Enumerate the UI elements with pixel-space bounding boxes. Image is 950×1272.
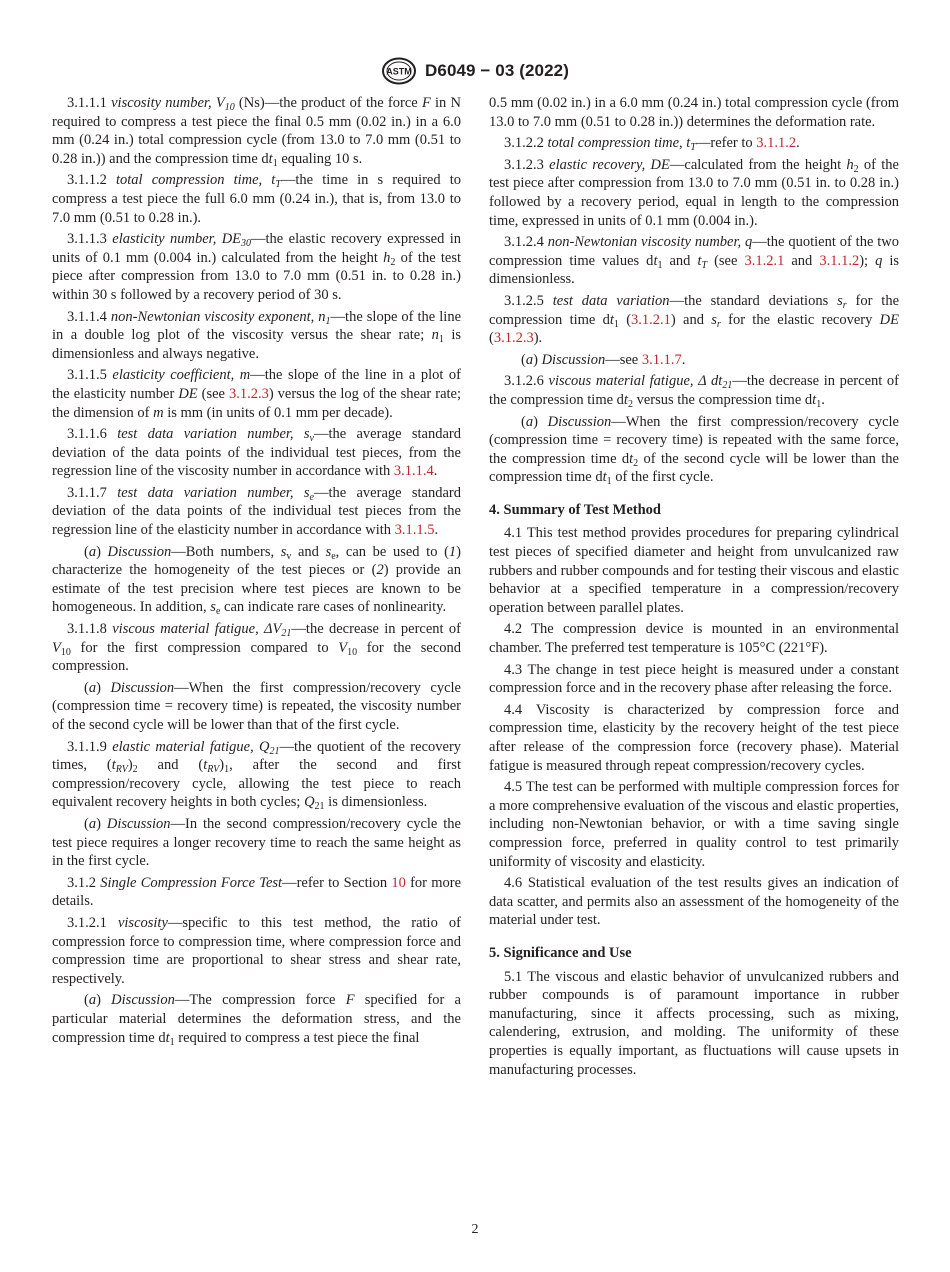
- paragraph: (a) Discussion—When the first compression/recovery cycle (compression time = recovery time) is repeated with the same force, the compression time $dt_2$ of the second cycle will be lower than the compression time $dt_1$ of the first cycle.: [489, 413, 899, 488]
- paragraph: 3.1.2 Single Compression Force Test—refer to Section 10 for more details.: [52, 874, 462, 910]
- paragraph: (a) Discussion—When the first compression/recovery cycle (compression time = recovery time) is repeated, the viscosity number of the second cycle will be lower than that of the first cycle.: [52, 679, 461, 733]
- ref-link[interactable]: 3.1.2.1: [631, 311, 671, 328]
- ref-link[interactable]: 3.1.1.5: [394, 522, 435, 539]
- page-number: 2: [471, 1222, 479, 1237]
- section-heading: 5. Significance and Use: [489, 944, 632, 961]
- page-header: [0, 56, 950, 86]
- ref-link[interactable]: 3.1.1.7: [641, 351, 682, 368]
- paragraph: 4.2 The compression device is mounted in an environmental chamber. The preferred test temperature is 105°C (221°F).: [489, 621, 899, 657]
- paragraph: 4.3 The change in test piece height is measured under a constant compression force and in the recovery phase after releasing the force.: [489, 661, 899, 697]
- paragraph: 3.1.1.2 total compression time, $t_T—the$ time in s required to compress a test piece the full 6.0 mm (0.24 in.), that is, from 13.0 to 7.0 mm (0.51 to 0.28 in.).: [52, 172, 462, 226]
- ref-link[interactable]: 3.1.2.1: [744, 252, 785, 269]
- paragraph: 3.1.2.3 elastic recovery, DE—calculated from the height $h_2$ of the test piece after compression from 13.0 to 7.0 mm (0.51 in. to 0.28 in.) followed by a recovery period, equal in length to the compression time, expressed in units of 0.1 mm (0.004 in.).: [489, 156, 899, 229]
- paragraph: 5.1 The viscous and elastic behavior of unvulcanized rubbers and rubber compounds is of paramount importance in rubber manufacturing, since it affects processing, such as mixing, calendering, extrusion, and molding. The uniformity of these properties is equally important, as fluctuations will cause upsets in manufacturing processes.: [489, 968, 899, 1078]
- paragraph: 3.1.1.7 test data variation number, $s_e—the$ average standard deviation of the data points of the individual test pieces from the regression line of the elasticity number in accordance with 3.1.1.5.: [52, 484, 462, 539]
- ref-link[interactable]: 3.1.1.4: [393, 463, 434, 480]
- ref-link[interactable]: 3.1.1.2: [819, 252, 860, 269]
- right-column: [489, 94, 899, 1079]
- paragraph: 4.5 The test can be performed with multiple compression forces for a more comprehensive evaluation of the viscous and elastic properties, including non-Newtonian behavior, or with a time saving single compression force, preferred in quality control to test primarily uniformity of viscosity and elasticity.: [489, 779, 899, 870]
- paragraph: 3.1.1.4 non-Newtonian viscosity exponent, $n_1—the$ slope of the line in a double log plot of the viscosity versus the shear rate; $n_1$ is dimensionless and always negative.: [52, 308, 462, 362]
- paragraph: (a) Discussion—The compression force F specified for a particular material determines the deformation stress, and the compression time $dt_1$ required to compress a test piece the final: [52, 992, 461, 1048]
- paragraph: 3.1.1.3 elasticity number, $DE_{30}—the$ elastic recovery expressed in units of 0.1 mm (0.004 in.) calculated from the height $h_2$ of the test piece after compression from 13.0 to 7.0 mm (0.51 in. to 0.28 in.) within 30 s followed by a recovery period of 30 s.: [52, 231, 461, 303]
- paragraph: 3.1.2.1 viscosity—specific to this test method, the ratio of compression force to compression time, where compression force and compression time are proportional to shear stress and shear rate, respectively.: [52, 914, 461, 987]
- ref-link[interactable]: 3.1.1.2: [756, 135, 797, 152]
- paragraph: 3.1.2.2 total compression time, $t_T—refer$ to 3.1.1.2.: [504, 135, 800, 154]
- ref-link[interactable]: 10: [391, 874, 406, 891]
- paragraph: 4.6 Statistical evaluation of the test results gives an indication of data scatter, and permits also an assessment of the homogeneity of the material under test.: [489, 875, 899, 929]
- ref-link[interactable]: 3.1.2.3: [493, 330, 534, 347]
- paragraph: 3.1.1.8 viscous material fatigue, $\Delta V_{21}—the$ decrease in percent of $V_{10}$ for the first compression compared to $V_{10}$ for the second compression.: [52, 621, 462, 675]
- paragraph: 3.1.2.4 non-Newtonian viscosity number, q—the quotient of the two compression time values $dt_1$ and $t_T$ (see 3.1.2.1 and 3.1.1.2); q is dimensionless.: [489, 234, 900, 288]
- paragraph: 3.1.2.6 viscous material fatigue, Δ $dt_{21}—the$ decrease in percent of the compression time $dt_2$ versus the compression time $dt_1$.: [489, 373, 899, 410]
- paragraph: (a) Discussion—In the second compression/recovery cycle the test piece requires a longer recovery time to reach the same height as in the first cycle.: [52, 815, 461, 870]
- paragraph: 3.1.2.5 test data variation—the standard deviations $s_r$ for the compression time $dt_1$ (3.1.2.1) and $s_r$ for the elastic recovery DE (3.1.2.3).: [489, 292, 900, 347]
- section-heading: 4. Summary of Test Method: [489, 501, 661, 518]
- astm-logo-icon: [381, 57, 417, 85]
- paragraph: 3.1.1.9 elastic material fatigue, $Q_{21}—the$ quotient of the recovery times, $(t_{RV})_2$ and $(t_{RV})_1$, after the second and first compression/recovery cycle, allowing the test piece to reach equivalent recovery heights in both cycles; $Q_{21}$ is dimensionless.: [52, 738, 462, 813]
- paragraph: (a) Discussion—see 3.1.1.7.: [521, 351, 686, 368]
- svg-text:ASTM: ASTM: [386, 66, 412, 77]
- paragraph: 4.4 Viscosity is characterized by compression force and compression time, elasticity by the recovery height of the test piece after release of the compression force (recovery phase). Material fatigue is measured through repeat compression/recovery cycles.: [489, 701, 899, 774]
- ref-link[interactable]: 3.1.2.3: [228, 385, 269, 402]
- paragraph: (a) Discussion—Both numbers, $s_v$ and $s_e$, can be used to (1) characterize the homogeneity of the test pieces or (2) provide an estimate of the test precision where test pieces are known to be homogeneous. In addition, $s_e$ can indicate rare cases of nonlinearity.: [52, 543, 461, 618]
- left-column: [52, 94, 461, 1047]
- paragraph: 4.1 This test method provides procedures for preparing cylindrical test pieces of specified diameter and height from unvulcanized raw rubbers and rubber compounds and for testing their viscous and elastic behavior at a specified temperature in a compression/recovery operation between parallel plates.: [489, 525, 899, 616]
- paragraph: 3.1.1.5 elasticity coefficient, m—the slope of the line in a plot of the elasticity number DE (see 3.1.2.3) versus the log of the shear rate; the dimension of m is mm (in units of 0.1 mm per decade).: [52, 367, 461, 421]
- paragraph: 0.5 mm (0.02 in.) in a 6.0 mm (0.24 in.) total compression cycle (from 13.0 to 7.0 mm (0.51 to 0.28 in.)) determines the deformation rate.: [489, 95, 899, 130]
- paragraph: 3.1.1.6 test data variation number, $s_v—the$ average standard deviation of the data points of the individual test pieces, from the regression line of the viscosity number in accordance with 3.1.1.4.: [52, 426, 462, 480]
- paragraph: 3.1.1.1 viscosity number, $V_{10}$ (Ns)—the product of the force F in N required to compress a test piece the final 0.5 mm (0.02 in.) in a 6.0 mm (0.24 in.) total compression cycle (from 13.0 to 7.0 mm (0.51 to 0.28 in.)) and the compression time $dt_1$ equaling 10 s.: [52, 95, 462, 169]
- document-id: D6049 − 03 (2022): [425, 61, 569, 80]
